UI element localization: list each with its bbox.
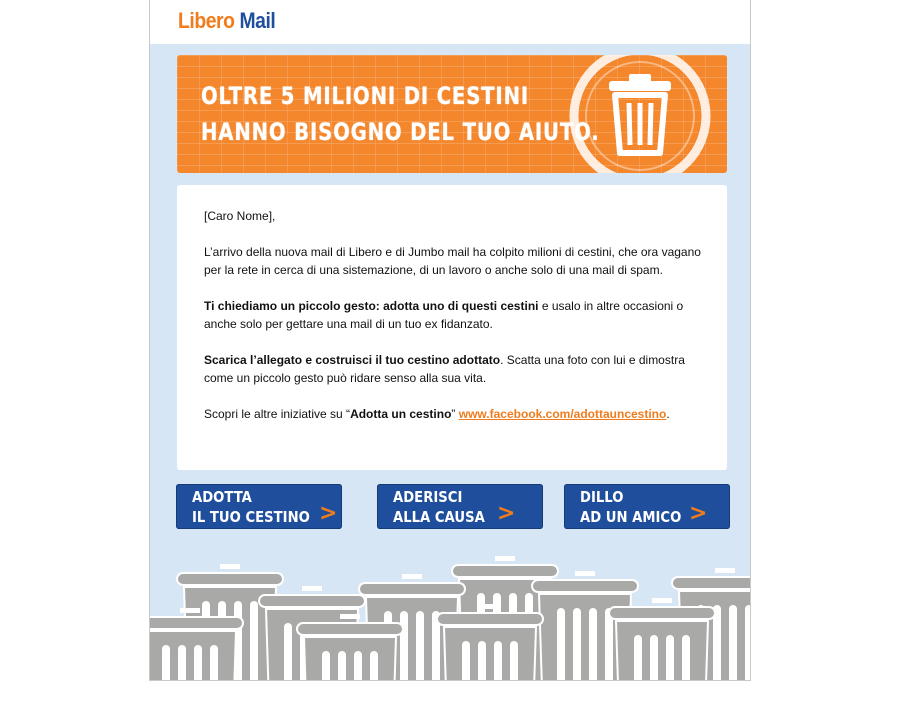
banner-headline-line1: OLTRE 5 MILIONI DI CESTINI — [201, 82, 530, 110]
message-card — [177, 185, 727, 470]
paragraph-adopt-rest: e usalo in altre occasioni o anche solo per gettare una mail di un tuo ex fidanzato. — [204, 299, 684, 331]
paragraph-discover-mid: ” — [451, 407, 459, 421]
paragraph-discover — [204, 405, 704, 423]
trash-bins-illustration — [150, 545, 750, 680]
greeting-text: [Caro Nome], — [204, 209, 276, 223]
dillo-arrow-icon: > — [689, 501, 708, 526]
paragraph-discover-pre: Scopri le altre iniziative su “ — [204, 407, 351, 421]
adotta-cestino-button[interactable] — [176, 484, 342, 529]
aderisci-button-line1: ADERISCI — [393, 488, 463, 506]
paragraph-intro: L’arrivo della nuova mail di Libero e di Jumbo mail ha colpito milioni di cestini, che ora vagano per la rete in cerca di una sistemazione, di un lavoro o anche solo di una mail di spam. — [204, 245, 701, 277]
paragraph-adopt — [204, 297, 704, 333]
email-container — [149, 0, 751, 681]
dillo-button-line1: DILLO — [580, 488, 624, 506]
hero-banner — [177, 55, 727, 173]
adotta-button-line2: IL TUO CESTINO — [192, 508, 310, 526]
aderisci-button-line2: ALLA CAUSA — [393, 508, 485, 526]
adotta-arrow-icon: > — [319, 501, 338, 526]
aderisci-causa-button[interactable] — [377, 484, 543, 529]
dillo-button-line2: AD UN AMICO — [580, 508, 682, 526]
adotta-button-line1: ADOTTA — [192, 488, 252, 506]
paragraph-adopt-bold: Ti chiediamo un piccolo gesto: adotta uno di questi cestini — [204, 299, 539, 313]
paragraph-download-bold: Scarica l’allegato e costruisci il tuo cestino adottato — [204, 353, 501, 367]
email-header — [150, 0, 750, 44]
logo-mail-text: Mail — [239, 8, 276, 33]
aderisci-arrow-icon: > — [497, 501, 516, 526]
dillo-amico-button[interactable] — [564, 484, 730, 529]
paragraph-discover-end: . — [666, 407, 670, 421]
libero-mail-logo[interactable] — [178, 8, 275, 34]
banner-headline-line2: HANNO BISOGNO DEL TUO AIUTO. — [201, 118, 600, 146]
paragraph-download-rest: . Scatta una foto con lui e dimostra come un piccolo gesto può ridare senso alla sua vita. — [204, 353, 685, 385]
paragraph-discover-bold: Adotta un cestino — [350, 407, 452, 421]
facebook-link[interactable]: www.facebook.com/adottauncestino — [458, 407, 667, 421]
trash-bin-stamp-icon — [565, 55, 715, 173]
message-body — [204, 207, 704, 441]
logo-libero-text: Libero — [178, 8, 235, 33]
paragraph-download — [204, 351, 704, 387]
